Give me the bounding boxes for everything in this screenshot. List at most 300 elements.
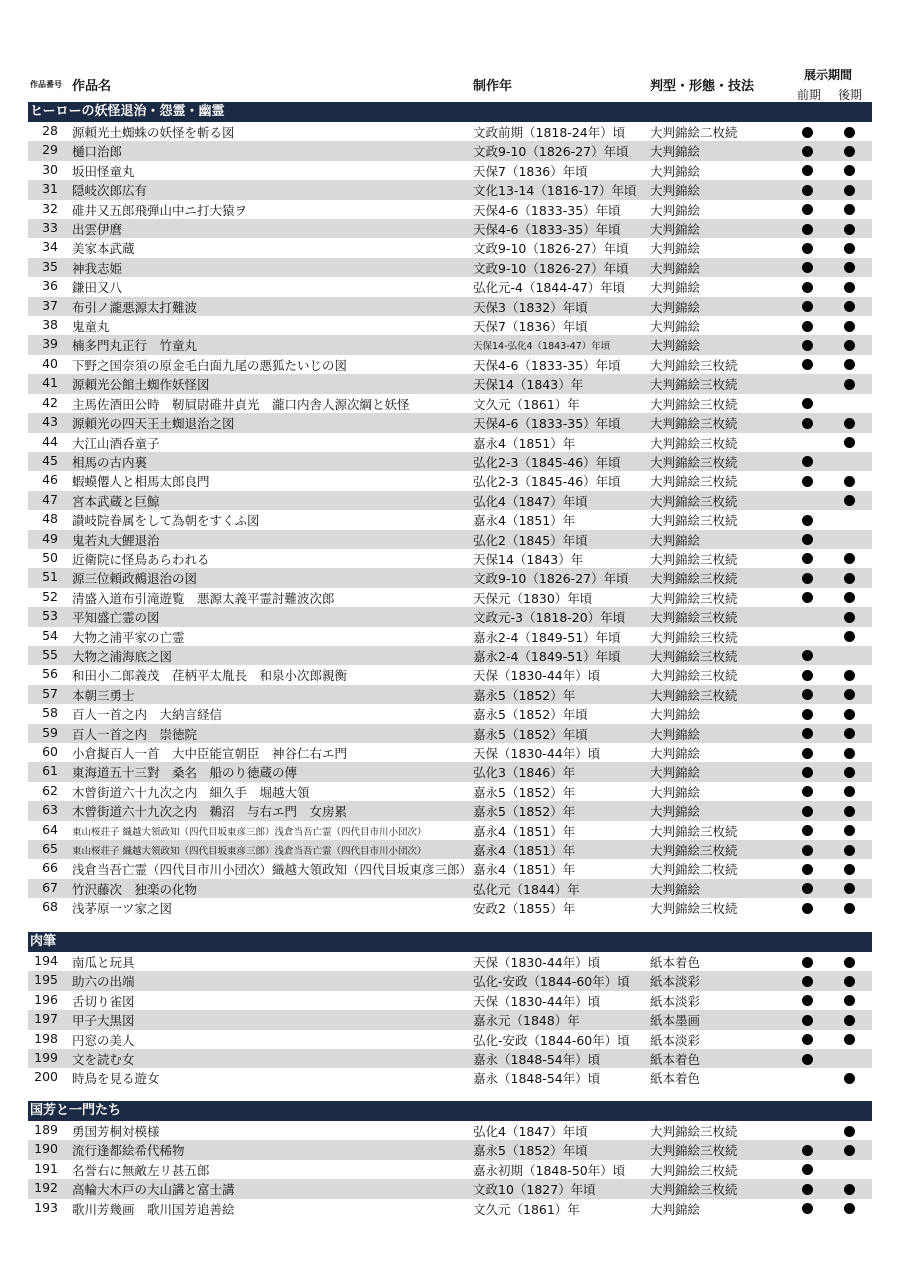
work-number: 57 — [42, 685, 58, 701]
table-row — [28, 704, 872, 723]
table-row — [28, 646, 872, 665]
work-number: 32 — [42, 200, 58, 216]
format-technique: 紙本淡彩 — [650, 1032, 701, 1048]
header-type: 判型・形態・技法 — [650, 79, 755, 94]
early-period-dot-icon — [802, 1034, 813, 1045]
section-2 — [28, 932, 872, 1088]
work-number: 68 — [42, 899, 58, 915]
late-period-dot-icon — [844, 379, 855, 390]
format-technique: 大判錦絵 — [650, 183, 701, 199]
production-year: 文政9-10（1826-27）年頃 — [473, 571, 629, 587]
early-period-dot-icon — [802, 515, 813, 526]
work-title: 小倉擬百人一首 大中臣能宣朝臣 神谷仁右エ門 — [72, 746, 348, 761]
work-title: 神我志姫 — [72, 260, 123, 276]
production-year: 文政9-10（1826-27）年頃 — [473, 241, 629, 257]
early-period-dot-icon — [802, 1015, 813, 1026]
early-period-dot-icon — [802, 418, 813, 429]
format-technique: 大判錦絵三枚続 — [650, 357, 738, 373]
work-number: 39 — [42, 336, 58, 352]
work-title: 時鳥を見る遊女 — [72, 1071, 160, 1087]
work-title: 木曾街道六十九次之内 鵜沼 与右エ門 女房累 — [72, 804, 348, 820]
work-title: 竹沢藤次 独楽の化物 — [72, 881, 198, 897]
early-period-dot-icon — [802, 767, 813, 778]
table-row — [28, 1160, 872, 1179]
early-period-dot-icon — [802, 1164, 813, 1175]
production-year: 文久元（1861）年 — [473, 1201, 580, 1217]
work-number: 45 — [42, 452, 58, 468]
work-number: 36 — [42, 278, 58, 294]
late-period-dot-icon — [844, 612, 855, 623]
table-row — [28, 452, 872, 471]
work-title: 高輪大木戸の大山講と富士講 — [72, 1182, 235, 1198]
late-period-dot-icon — [844, 1073, 855, 1084]
work-number: 42 — [42, 394, 58, 410]
production-year: 天保（1830-44年）頃 — [473, 955, 601, 970]
work-title: 布引ノ瀧悪源太打難波 — [72, 299, 198, 315]
table-row — [28, 258, 872, 277]
work-title: 歌川芳幾画 歌川国芳追善絵 — [72, 1201, 235, 1217]
production-year: 天保7（1836）年頃 — [473, 163, 588, 179]
table-row — [28, 801, 872, 820]
early-period-dot-icon — [802, 456, 813, 467]
production-year: 天保4-6（1833-35）年頃 — [473, 202, 621, 218]
table-row — [28, 782, 872, 801]
header-late: 後期 — [838, 88, 863, 102]
production-year: 嘉永初期（1848-50年）頃 — [473, 1162, 626, 1178]
early-period-dot-icon — [802, 204, 813, 215]
work-number: 31 — [42, 181, 58, 197]
early-period-dot-icon — [802, 340, 813, 351]
work-number: 197 — [34, 1011, 58, 1027]
late-period-dot-icon — [844, 321, 855, 332]
late-period-dot-icon — [844, 1184, 855, 1195]
table-row — [28, 1049, 872, 1068]
format-technique: 大判錦絵二枚続 — [650, 862, 738, 878]
late-period-dot-icon — [844, 883, 855, 894]
format-technique: 紙本淡彩 — [650, 993, 701, 1009]
format-technique: 大判錦絵三枚続 — [650, 590, 738, 606]
production-year: 嘉永（1848-54年）頃 — [473, 1071, 601, 1087]
format-technique: 大判錦絵 — [650, 1201, 701, 1217]
production-year: 嘉永4（1851）年 — [473, 823, 576, 839]
late-period-dot-icon — [844, 224, 855, 235]
work-title: 主馬佐酒田公時 靭屓尉碓井貞光 瀧口内舎人源次綱と妖怪 — [72, 396, 410, 412]
production-year: 安政2（1855）年 — [473, 901, 576, 917]
work-title: 清盛入道布引滝遊覧 悪源太義平霊討難波次郎 — [72, 590, 335, 606]
table-row — [28, 491, 872, 510]
work-number: 52 — [42, 588, 58, 604]
production-year: 嘉永（1848-54年）頃 — [473, 1052, 601, 1068]
work-title: 勇国芳桐対模様 — [72, 1124, 160, 1139]
work-title: 蝦蟆僊人と相馬太郎良門 — [72, 474, 210, 490]
early-period-dot-icon — [802, 243, 813, 254]
work-title: 大物之浦海底之図 — [72, 648, 173, 664]
work-title: 美家本武蔵 — [72, 241, 135, 257]
table-row — [28, 743, 872, 762]
early-period-dot-icon — [802, 301, 813, 312]
production-year: 天保4-6（1833-35）年頃 — [473, 222, 621, 238]
work-number: 189 — [34, 1122, 58, 1137]
work-title: 讃岐院眷属をして為朝をすくふ図 — [72, 513, 260, 529]
production-year: 弘化元（1844）年 — [473, 881, 580, 897]
format-technique: 大判錦絵 — [650, 299, 701, 315]
format-technique: 大判錦絵三枚続 — [650, 435, 738, 451]
work-number: 191 — [34, 1160, 58, 1176]
header-period: 展示期間 — [804, 68, 853, 82]
table-row — [28, 549, 872, 568]
late-period-dot-icon — [844, 204, 855, 215]
header-early: 前期 — [797, 88, 822, 102]
table-row — [28, 297, 872, 316]
production-year: 天保（1830-44年）頃 — [473, 746, 601, 761]
production-year: 文化13-14（1816-17）年頃 — [473, 183, 637, 199]
production-year: 嘉永4（1851）年 — [473, 862, 576, 878]
early-period-dot-icon — [802, 786, 813, 797]
work-title: 源頼光の四天王土蜘退治之図 — [72, 416, 235, 432]
late-period-dot-icon — [844, 1126, 855, 1137]
format-technique: 紙本着色 — [650, 1071, 701, 1087]
work-number: 59 — [42, 724, 58, 740]
work-number: 62 — [42, 782, 58, 798]
early-period-dot-icon — [802, 321, 813, 332]
work-number: 48 — [42, 511, 58, 527]
late-period-dot-icon — [844, 165, 855, 176]
late-period-dot-icon — [844, 689, 855, 700]
late-period-dot-icon — [844, 495, 855, 506]
work-number: 49 — [42, 530, 58, 546]
work-title: 坂田怪童丸 — [72, 163, 135, 179]
production-year: 天保（1830-44年）頃 — [473, 668, 601, 684]
table-row — [28, 971, 872, 990]
early-period-dot-icon — [802, 976, 813, 987]
work-title: 甲子大黒図 — [72, 1013, 135, 1029]
early-period-dot-icon — [802, 573, 813, 584]
production-year: 弘化4（1847）年頃 — [473, 1124, 588, 1139]
late-period-dot-icon — [844, 340, 855, 351]
production-year: 文政元-3（1818-20）年頃 — [473, 610, 626, 626]
work-number: 194 — [34, 953, 58, 968]
production-year: 天保7（1836）年頃 — [473, 319, 588, 335]
work-number: 195 — [34, 972, 58, 988]
production-year: 弘化3（1846）年 — [473, 765, 576, 781]
late-period-dot-icon — [844, 767, 855, 778]
work-number: 43 — [42, 414, 58, 430]
late-period-dot-icon — [844, 631, 855, 642]
header-number: 作品番号 — [30, 80, 62, 89]
production-year: 天保14（1843）年 — [473, 551, 584, 567]
format-technique: 大判錦絵三枚続 — [650, 629, 738, 645]
production-year: 弘化2-3（1845-46）年頃 — [473, 454, 621, 470]
early-period-dot-icon — [802, 553, 813, 564]
table-row — [28, 685, 872, 704]
format-technique: 大判錦絵三枚続 — [650, 474, 738, 490]
work-title: 宮本武蔵と巨鯨 — [72, 493, 160, 509]
late-period-dot-icon — [844, 476, 855, 487]
table-row — [28, 627, 872, 646]
work-number: 65 — [42, 841, 58, 857]
format-technique: 大判錦絵 — [650, 163, 701, 179]
table-row — [28, 161, 872, 180]
early-period-dot-icon — [802, 165, 813, 176]
format-technique: 大判錦絵三枚続 — [650, 901, 738, 917]
early-period-dot-icon — [802, 262, 813, 273]
table-row — [28, 530, 872, 549]
late-period-dot-icon — [844, 1034, 855, 1045]
section-heading: ヒーローの妖怪退治・怨霊・幽霊 — [28, 102, 872, 122]
production-year: 嘉永5（1852）年 — [473, 687, 576, 703]
format-technique: 大判錦絵三枚続 — [650, 416, 738, 432]
work-number: 192 — [34, 1180, 58, 1196]
production-year: 嘉永5（1852）年 — [473, 804, 576, 820]
work-number: 63 — [42, 802, 58, 818]
late-period-dot-icon — [844, 262, 855, 273]
late-period-dot-icon — [844, 825, 855, 836]
late-period-dot-icon — [844, 418, 855, 429]
work-number: 54 — [42, 627, 58, 643]
late-period-dot-icon — [844, 1015, 855, 1026]
work-number: 47 — [42, 491, 58, 507]
format-technique: 大判錦絵三枚続 — [650, 571, 738, 587]
early-period-dot-icon — [802, 534, 813, 545]
format-technique: 大判錦絵三枚続 — [650, 843, 738, 859]
late-period-dot-icon — [844, 553, 855, 564]
table-row — [28, 316, 872, 335]
production-year: 嘉永5（1852）年 — [473, 784, 576, 800]
table-row — [28, 1068, 872, 1087]
work-number: 200 — [34, 1069, 58, 1085]
work-title: 下野之国奈須の原金毛白面九尾の悪狐たいじの図 — [72, 357, 348, 373]
late-period-dot-icon — [844, 709, 855, 720]
early-period-dot-icon — [802, 127, 813, 138]
work-title: 助六の出端 — [72, 974, 135, 990]
format-technique: 大判錦絵三枚続 — [650, 1182, 738, 1198]
early-period-dot-icon — [802, 282, 813, 293]
table-row — [28, 122, 872, 141]
work-number: 30 — [42, 161, 58, 177]
format-technique: 大判錦絵 — [650, 726, 701, 742]
table-row — [28, 335, 872, 354]
format-technique: 大判錦絵 — [650, 804, 701, 820]
late-period-dot-icon — [844, 1203, 855, 1214]
header-title: 作品名 — [72, 79, 112, 94]
early-period-dot-icon — [802, 689, 813, 700]
work-number: 61 — [42, 763, 58, 779]
production-year: 天保4-6（1833-35）年頃 — [473, 357, 621, 373]
production-year: 天保14（1843）年 — [473, 377, 584, 393]
production-year: 弘化-安政（1844-60年）頃 — [473, 974, 630, 990]
work-title: 鬼若丸大鯉退治 — [72, 532, 160, 548]
table-row — [28, 991, 872, 1010]
work-title: 浅茅原一ツ家之図 — [72, 901, 173, 917]
table-row — [28, 821, 872, 840]
production-year: 嘉永2-4（1849-51）年頃 — [473, 629, 621, 645]
format-technique: 大判錦絵 — [650, 144, 701, 160]
work-number: 44 — [42, 433, 58, 449]
late-period-dot-icon — [844, 127, 855, 138]
work-title: 文を読む女 — [72, 1052, 135, 1068]
format-technique: 大判錦絵三枚続 — [650, 396, 738, 412]
work-number: 50 — [42, 549, 58, 565]
work-title: 源三位頼政鵺退治の図 — [72, 571, 198, 587]
work-number: 64 — [42, 821, 58, 837]
work-number: 34 — [42, 239, 58, 255]
production-year: 嘉永5（1852）年頃 — [473, 707, 588, 723]
table-row — [28, 200, 872, 219]
work-title: 楠多門丸正行 竹童丸 — [72, 338, 198, 354]
late-period-dot-icon — [844, 359, 855, 370]
work-title: 東山桜荘子 織越大領政知（四代目坂東彦三郎）浅倉当吾亡霊（四代目市川小団次） — [72, 846, 427, 858]
early-period-dot-icon — [802, 146, 813, 157]
early-period-dot-icon — [802, 398, 813, 409]
work-title: 碓井又五郎飛弾山中ニ打大猿ヲ — [72, 202, 248, 218]
format-technique: 大判錦絵 — [650, 784, 701, 800]
work-number: 29 — [42, 142, 58, 158]
production-year: 文政10（1827）年頃 — [473, 1182, 596, 1198]
format-technique: 大判錦絵二枚続 — [650, 125, 738, 140]
work-number: 41 — [42, 375, 58, 391]
table-row — [28, 607, 872, 626]
format-technique: 大判錦絵三枚続 — [650, 454, 738, 470]
work-title: 出雲伊麿 — [72, 222, 123, 238]
table-row — [28, 762, 872, 781]
early-period-dot-icon — [802, 1145, 813, 1156]
production-year: 弘化-安政（1844-60年）頃 — [473, 1032, 630, 1048]
format-technique: 大判錦絵三枚続 — [650, 1143, 738, 1159]
table-row — [28, 238, 872, 257]
work-number: 40 — [42, 355, 58, 371]
work-title: 鎌田又八 — [72, 280, 123, 296]
work-number: 199 — [34, 1050, 58, 1066]
production-year: 嘉永5（1852）年頃 — [473, 1143, 588, 1159]
work-title: 舌切り雀図 — [72, 993, 135, 1009]
late-period-dot-icon — [844, 146, 855, 157]
work-title: 相馬の古内裏 — [72, 454, 148, 470]
early-period-dot-icon — [802, 592, 813, 603]
work-number: 60 — [42, 744, 58, 759]
table-row — [28, 898, 872, 917]
late-period-dot-icon — [844, 282, 855, 293]
format-technique: 大判錦絵三枚続 — [650, 493, 738, 509]
work-title: 百人一首之内 大納言経信 — [72, 707, 223, 723]
table-row — [28, 1010, 872, 1029]
work-title: 百人一首之内 崇徳院 — [72, 726, 198, 742]
format-technique: 大判錦絵三枚続 — [650, 610, 738, 626]
early-period-dot-icon — [802, 883, 813, 894]
work-number: 38 — [42, 317, 58, 333]
production-year: 文政前期（1818-24年）頃 — [473, 125, 626, 140]
table-row — [28, 1199, 872, 1218]
work-number: 28 — [42, 123, 58, 138]
work-title: 近衛院に怪鳥あらわれる — [72, 551, 210, 567]
early-period-dot-icon — [802, 650, 813, 661]
early-period-dot-icon — [802, 903, 813, 914]
work-number: 198 — [34, 1030, 58, 1046]
format-technique: 大判錦絵 — [650, 765, 701, 781]
format-technique: 大判錦絵三枚続 — [650, 668, 738, 684]
work-number: 46 — [42, 472, 58, 488]
work-title: 本朝三勇士 — [72, 687, 135, 703]
format-technique: 大判錦絵 — [650, 280, 701, 296]
table-row — [28, 510, 872, 529]
early-period-dot-icon — [802, 1054, 813, 1065]
table-row — [28, 952, 872, 971]
format-technique: 大判錦絵三枚続 — [650, 648, 738, 664]
early-period-dot-icon — [802, 185, 813, 196]
production-year: 天保（1830-44年）頃 — [473, 993, 601, 1009]
late-period-dot-icon — [844, 573, 855, 584]
late-period-dot-icon — [844, 185, 855, 196]
work-title: 東海道五十三對 桑名 船のり徳蔵の傳 — [72, 765, 298, 781]
format-technique: 紙本着色 — [650, 1052, 701, 1068]
early-period-dot-icon — [802, 359, 813, 370]
table-row — [28, 1140, 872, 1159]
late-period-dot-icon — [844, 592, 855, 603]
table-row — [28, 219, 872, 238]
format-technique: 大判錦絵 — [650, 707, 701, 723]
work-title: 流行逢都絵希代稀物 — [72, 1143, 185, 1159]
format-technique: 大判錦絵 — [650, 746, 701, 761]
production-year: 天保14-弘化4（1843-47）年頃 — [473, 341, 611, 353]
table-row — [28, 665, 872, 684]
format-technique: 大判錦絵 — [650, 532, 701, 548]
production-year: 嘉永4（1851）年 — [473, 843, 576, 859]
late-period-dot-icon — [844, 670, 855, 681]
late-period-dot-icon — [844, 864, 855, 875]
work-title: 隠岐次郎広有 — [72, 183, 148, 199]
early-period-dot-icon — [802, 670, 813, 681]
format-technique: 大判錦絵 — [650, 338, 701, 354]
table-header — [28, 64, 872, 104]
format-technique: 大判錦絵三枚続 — [650, 513, 738, 529]
format-technique: 紙本淡彩 — [650, 974, 701, 990]
table-row — [28, 180, 872, 199]
late-period-dot-icon — [844, 976, 855, 987]
section-heading: 国芳と一門たち — [28, 1101, 872, 1121]
late-period-dot-icon — [844, 437, 855, 448]
table-row — [28, 1179, 872, 1198]
table-row — [28, 1121, 872, 1140]
late-period-dot-icon — [844, 1145, 855, 1156]
work-number: 35 — [42, 258, 58, 274]
work-number: 51 — [42, 569, 58, 585]
early-period-dot-icon — [802, 748, 813, 759]
table-row — [28, 471, 872, 490]
late-period-dot-icon — [844, 845, 855, 856]
work-number: 53 — [42, 608, 58, 624]
format-technique: 大判錦絵三枚続 — [650, 377, 738, 393]
table-row — [28, 588, 872, 607]
work-number: 196 — [34, 991, 58, 1007]
work-title: 浅倉当吾亡霊（四代目市川小団次）織越大領政知（四代目坂東彦三郎） — [72, 862, 473, 878]
table-row — [28, 840, 872, 859]
format-technique: 大判錦絵 — [650, 319, 701, 335]
production-year: 嘉永元（1848）年 — [473, 1013, 580, 1029]
production-year: 天保3（1832）年頃 — [473, 299, 588, 315]
table-row — [28, 879, 872, 898]
work-title: 平知盛亡霊の図 — [72, 610, 160, 626]
early-period-dot-icon — [802, 806, 813, 817]
late-period-dot-icon — [844, 806, 855, 817]
late-period-dot-icon — [844, 903, 855, 914]
early-period-dot-icon — [802, 957, 813, 968]
section-3 — [28, 1101, 872, 1218]
production-year: 嘉永4（1851）年 — [473, 513, 576, 529]
work-title: 鬼童丸 — [72, 319, 110, 335]
format-technique: 大判錦絵三枚続 — [650, 1124, 738, 1139]
table-row — [28, 374, 872, 393]
early-period-dot-icon — [802, 845, 813, 856]
production-year: 弘化元-4（1844-47）年頃 — [473, 280, 626, 296]
